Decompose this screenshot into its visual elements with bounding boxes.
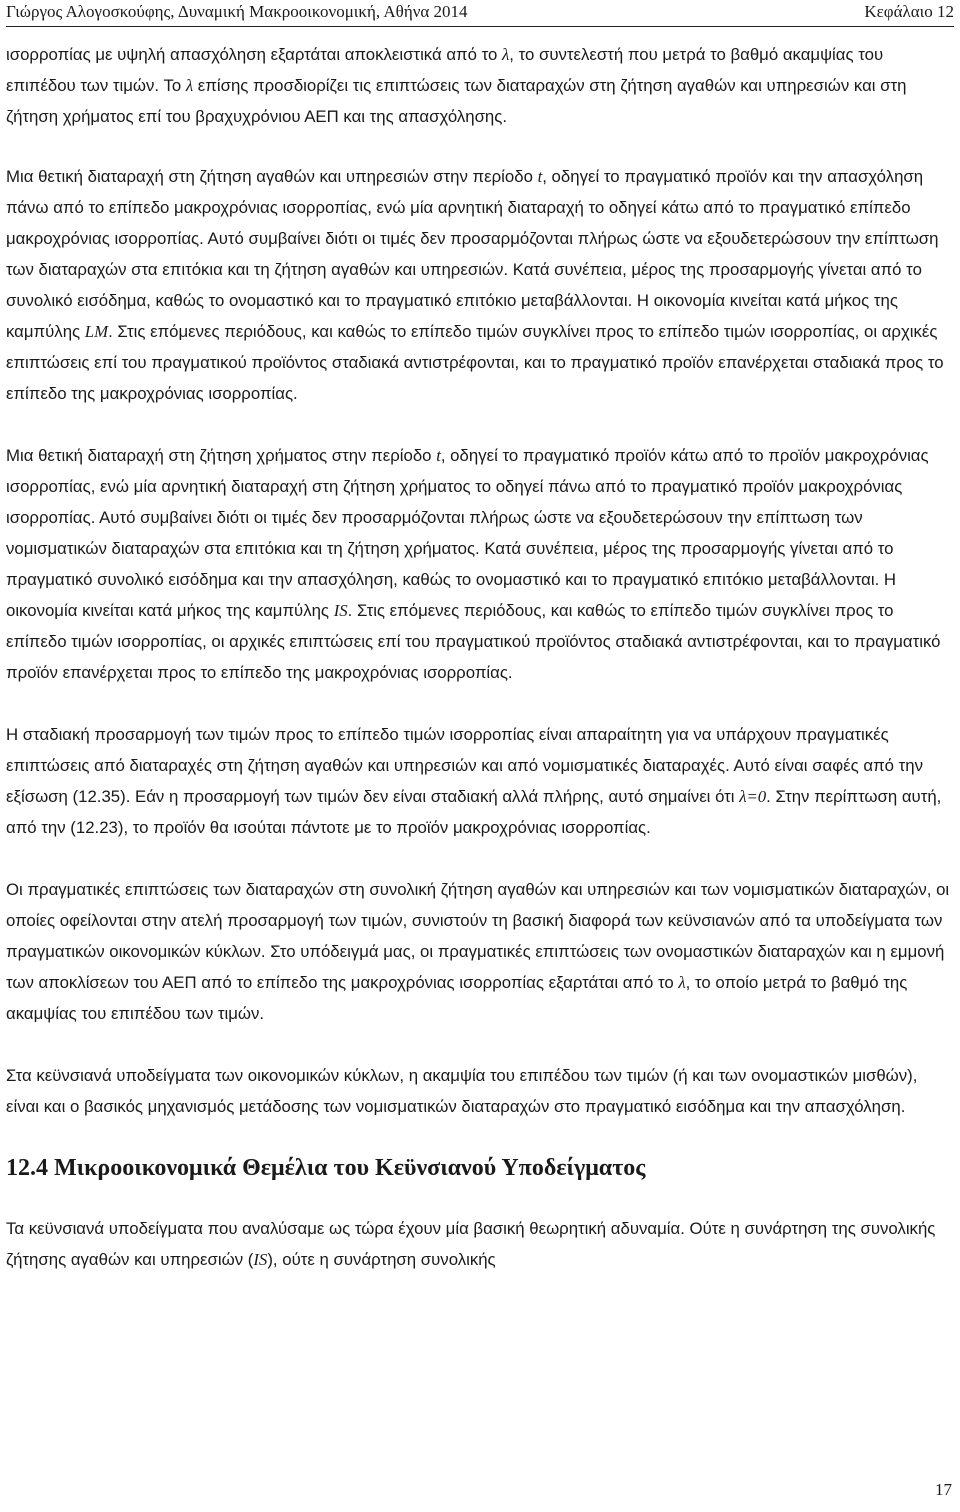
text-run: ), ούτε η συνάρτηση συνολικής — [267, 1250, 496, 1269]
text-run: . Στις επόμενες περιόδους, και καθώς το επίπεδο τιμών συγκλίνει προς το επίπεδο τιμών ισορροπίας, οι αρχικές επιπτώσεις επί του πραγματικού προϊόντος σταδιακά αντιστρέφονται, και το πραγματικό προϊόν επανέρχεται προς το επίπεδο της μακροχρόνιας ισορροπίας. — [6, 601, 941, 682]
lambda-symbol: λ — [185, 76, 194, 95]
text-run: Μια θετική διαταραχή στη ζήτηση αγαθών και υπηρεσιών στην περίοδο — [6, 167, 538, 186]
text-run: , το συντελεστή που μετρά το βαθμό ακαμψίας του επιπέδου των τιμών. Το — [6, 45, 884, 95]
paragraph-1 — [6, 39, 952, 132]
paragraph-3 — [6, 440, 952, 688]
lambda-zero-formula: λ=0 — [739, 787, 767, 806]
text-run: , οδηγεί το πραγματικό προϊόν και την απασχόληση πάνω από το επίπεδο μακροχρόνιας ισορροπίας, ενώ μία αρνητική διαταραχή το οδηγεί κάτω από το πραγματικό επίπεδο μακροχρόνιας ισορροπίας. Αυτό συμβαίνει διότι οι τιμές δεν προσαρμόζονται πλήρως ώστε να εξουδετερώσουν την επίπτωση των διαταραχών στα επιτόκια και τη ζήτηση αγαθών και υπηρεσιών. Κατά συνέπεια, μέρος της προσαρμογής γίνεται από το συνολικό εισόδημα, καθώς το ονομαστικό και το πραγματικό επιτόκιο μεταβάλλονται. Η οικονομία κινείται κατά μήκος της καμπύλης — [6, 167, 939, 341]
text-run: Η σταδιακή προσαρμογή των τιμών προς το επίπεδο τιμών ισορροπίας είναι απαραίτητη για να υπάρχουν πραγματικές επιπτώσεις από διαταραχές στη ζήτηση αγαθών και υπηρεσιών και από νομισματικές διαταραχές. Αυτό είναι σαφές από την εξίσωση (12.35). Εάν η προσαρμογή των τιμών δεν είναι σταδιακή αλλά πλήρης, αυτό σημαίνει ότι — [6, 725, 923, 806]
paragraph-6 — [6, 1060, 952, 1122]
page-header — [6, 0, 954, 27]
text-run: Οι πραγματικές επιπτώσεις των διαταραχών στη συνολική ζήτηση αγαθών και υπηρεσιών και των νομισματικών διαταραχών, οι οποίες οφείλονται στην ατελή προσαρμογή των τιμών, συνιστούν τη βασική διαφορά των κεϋνσιανών από τα υποδείγματα των πραγματικών οικονομικών κύκλων. Στο υπόδειγμά μας, οι πραγματικές επιπτώσεις των ονομαστικών διαταραχών και η εμμονή των αποκλίσεων του ΑΕΠ από το επίπεδο της μακροχρόνιας ισορροπίας εξαρτάται από το — [6, 880, 950, 992]
text-run: Μια θετική διαταραχή στη ζήτηση χρήματος στην περίοδο — [6, 446, 437, 465]
text-run: Στα κεϋνσιανά υποδείγματα των οικονομικών κύκλων, η ακαμψία του επιπέδου των τιμών (ή και των ονομαστικών μισθών), είναι και ο βασικός μηχανισμός μετάδοσης των νομισματικών διαταραχών στο πραγματικό εισόδημα και την απασχόληση. — [6, 1066, 918, 1116]
section-heading: 12.4 Μικροοικονομικά Θεμέλια του Κεϋνσιανού Υποδείγματος — [6, 1155, 646, 1181]
lambda-symbol: λ — [678, 973, 686, 992]
text-run: . Στις επόμενες περιόδους, και καθώς το επίπεδο τιμών συγκλίνει προς το επίπεδο τιμών ισορροπίας, οι αρχικές επιπτώσεις επί του πραγματικού προϊόντος σταδιακά αντιστρέφονται, και το πραγματικό προϊόν επανέρχεται σταδιακά προς το επίπεδο της μακροχρόνιας ισορροπίας. — [6, 322, 944, 403]
paragraph-5 — [6, 874, 952, 1029]
paragraph-2 — [6, 161, 952, 409]
paragraph-7 — [6, 1213, 952, 1275]
text-run: . Στην περίπτωση αυτή, από την (12.23), το προϊόν θα ισούται πάντοτε με το προϊόν μακροχρόνιας ισορροπίας. — [6, 787, 942, 837]
text-run: επίσης προσδιορίζει τις επιπτώσεις των διαταραχών στη ζήτηση αγαθών και υπηρεσιών και στη ζήτηση χρήματος επί του βραχυχρόνιου ΑΕΠ και της απασχόλησης. — [6, 76, 907, 126]
text-run: ισορροπίας με υψηλή απασχόληση εξαρτάται αποκλειστικά από το — [6, 45, 503, 64]
page-number: 17 — [935, 1480, 952, 1499]
is-curve-symbol: IS — [253, 1250, 268, 1269]
period-symbol: t — [537, 167, 543, 186]
lm-curve-symbol: LM — [84, 322, 109, 341]
document-body — [6, 39, 952, 1306]
is-curve-symbol: IS — [333, 601, 348, 620]
paragraph-4 — [6, 719, 952, 843]
header-title: Γιώργος Αλογοσκούφης, Δυναμική Μακροοικονομική, Αθήνα 2014 — [6, 2, 468, 21]
period-symbol: t — [436, 446, 441, 465]
text-run: Τα κεϋνσιανά υποδείγματα που αναλύσαμε ως τώρα έχουν μία βασική θεωρητική αδυναμία. Ούτε η συνάρτηση της συνολικής ζήτησης αγαθών και υπηρεσιών ( — [6, 1219, 936, 1269]
text-run: , οδηγεί το πραγματικό προϊόν κάτω από το προϊόν μακροχρόνιας ισορροπίας, ενώ μία αρνητική διαταραχή στη ζήτηση χρήματος το οδηγεί πάνω από το πραγματικό προϊόν μακροχρόνιας ισορροπίας. Αυτό συμβαίνει διότι οι τιμές δεν προσαρμόζονται πλήρως ώστε να εξουδετερώσουν την επίπτωση των νομισματικών διαταραχών στα επιτόκια και τη ζήτηση χρήματος. Κατά συνέπεια, μέρος της προσαρμογής γίνεται από το πραγματικό συνολικό εισόδημα και την απασχόληση, καθώς το ονομαστικό και το πραγματικό επιτόκιο μεταβάλλονται. Η οικονομία κινείται κατά μήκος της καμπύλης — [6, 446, 929, 620]
lambda-symbol: λ — [502, 45, 510, 64]
text-run: , το οποίο μετρά το βαθμό της ακαμψίας του επιπέδου των τιμών. — [6, 973, 908, 1023]
header-chapter: Κεφάλαιο 12 — [864, 2, 954, 21]
